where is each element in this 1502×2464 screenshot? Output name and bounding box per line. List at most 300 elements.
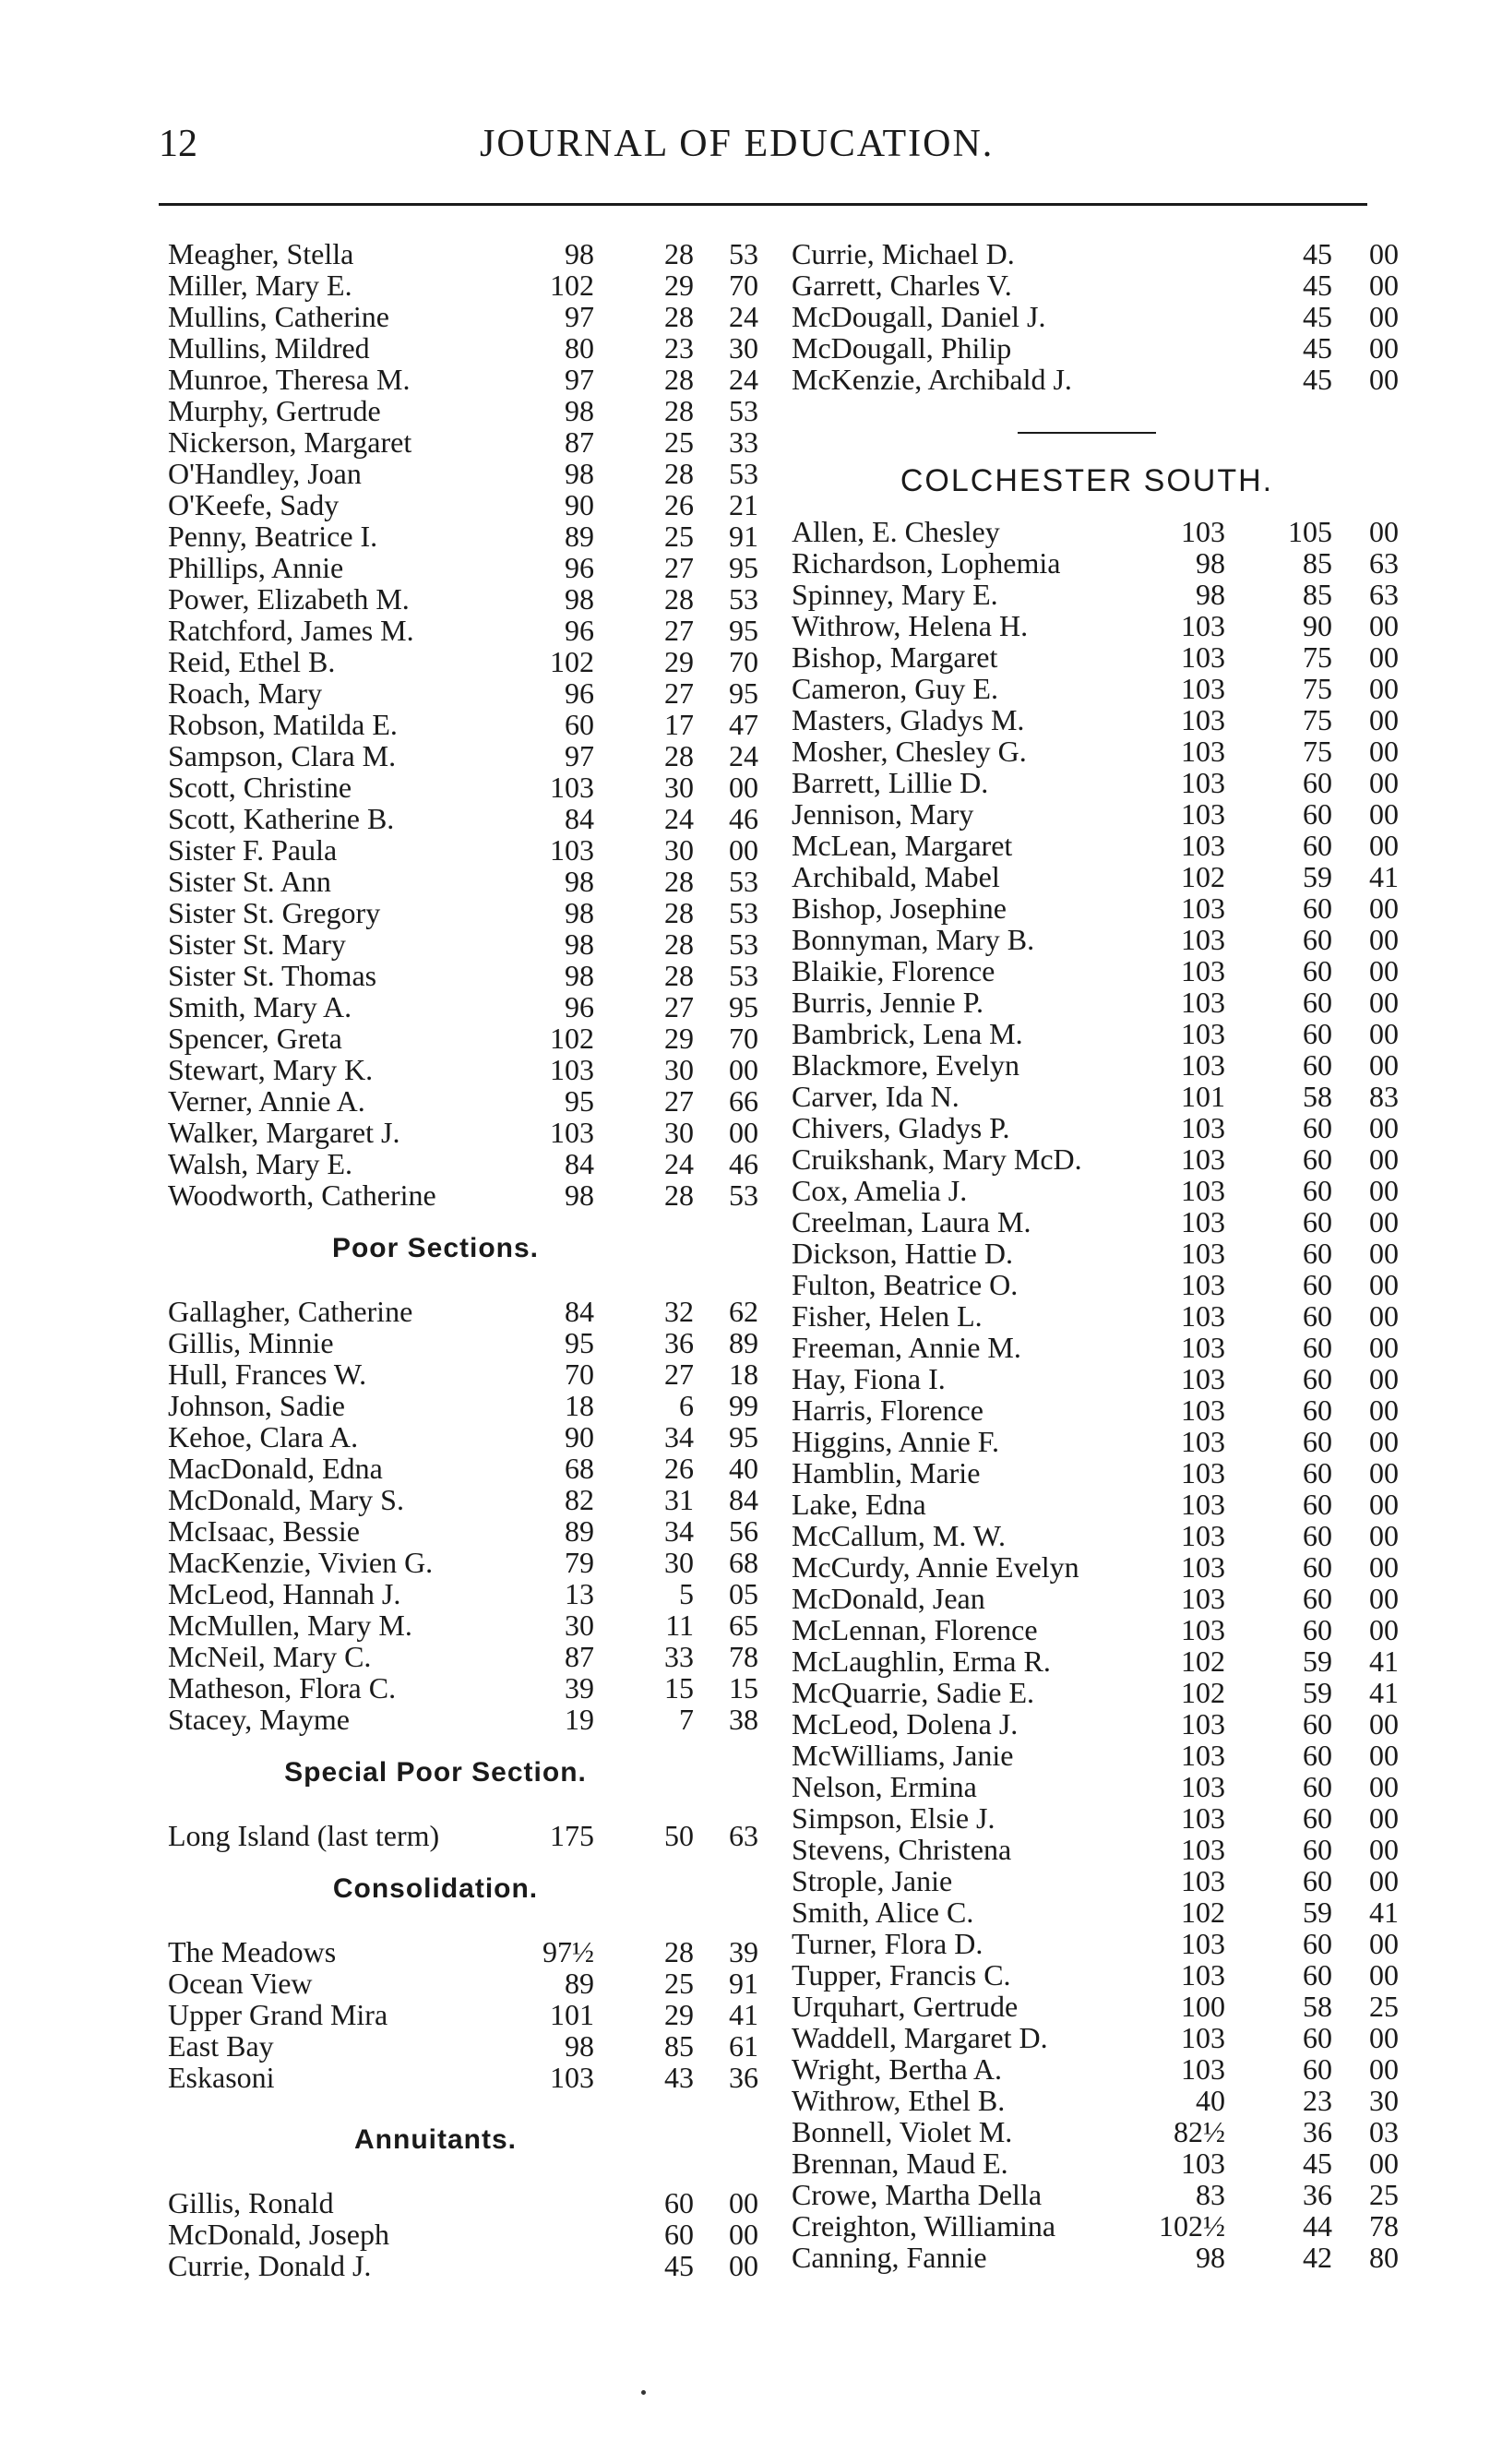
- cents-value: 84: [729, 1483, 758, 1516]
- dollars-value: 28: [664, 927, 694, 961]
- table-row: [792, 704, 1401, 736]
- table-row: [792, 269, 1401, 301]
- teacher-name: Hay, Fiona I.: [792, 1362, 946, 1395]
- cents-value: 00: [1369, 300, 1399, 333]
- cents-value: 95: [729, 990, 758, 1023]
- table-row: [168, 646, 768, 677]
- teacher-name: Withrow, Ethel B.: [792, 2084, 1006, 2117]
- dollars-value: 58: [1303, 1990, 1332, 2023]
- cents-value: 00: [1369, 2021, 1399, 2054]
- days-value: 18: [565, 1389, 594, 1422]
- table-row: [168, 1327, 768, 1358]
- teacher-name: McLeod, Dolena J.: [792, 1707, 1019, 1740]
- dollars-value: 59: [1303, 1896, 1332, 1929]
- days-value: 103: [1181, 1425, 1225, 1458]
- teacher-name: Mullins, Catherine: [168, 300, 389, 333]
- cents-value: 00: [1369, 363, 1399, 396]
- table-row: [168, 395, 768, 426]
- dollars-value: 29: [664, 645, 694, 678]
- teacher-name: Johnson, Sadie: [168, 1389, 345, 1422]
- cents-value: 78: [1369, 2209, 1399, 2243]
- teacher-name: McLeod, Hannah J.: [168, 1577, 401, 1610]
- teacher-name: Cox, Amelia J.: [792, 1174, 968, 1207]
- dollars-value: 28: [664, 237, 694, 270]
- dollars-value: 60: [1303, 797, 1332, 831]
- table-row: [168, 269, 768, 301]
- dollars-value: 105: [1288, 515, 1332, 548]
- dollars-value: 6: [679, 1389, 694, 1422]
- teacher-name: Higgins, Annie F.: [792, 1425, 1000, 1458]
- cents-value: 00: [1369, 735, 1399, 768]
- dollars-value: 27: [664, 676, 694, 710]
- page-number: 12: [159, 123, 197, 165]
- dollars-value: 36: [1303, 2115, 1332, 2148]
- table-row: [168, 1704, 768, 1735]
- dollars-value: 85: [664, 2029, 694, 2063]
- table-row: [168, 1999, 768, 2030]
- teacher-name: Bonnyman, Mary B.: [792, 923, 1035, 956]
- days-value: 103: [1181, 515, 1225, 548]
- days-value: 103: [1181, 1550, 1225, 1584]
- cents-value: 46: [729, 1147, 758, 1180]
- days-value: 103: [1181, 797, 1225, 831]
- days-value: 90: [565, 488, 594, 521]
- teacher-name: Sister St. Mary: [168, 927, 346, 961]
- teacher-name: McDonald, Jean: [792, 1582, 985, 1615]
- table-row: [792, 641, 1401, 673]
- teacher-name: Matheson, Flora C.: [168, 1671, 397, 1704]
- cents-value: 36: [729, 2061, 758, 2094]
- days-value: 103: [1181, 1362, 1225, 1395]
- teacher-name: Cameron, Guy E.: [792, 672, 998, 705]
- teacher-name: O'Keefe, Sady: [168, 488, 340, 521]
- cents-value: 00: [729, 833, 758, 867]
- main-list: [168, 238, 768, 1211]
- dollars-value: 25: [664, 1967, 694, 2000]
- dollars-value: 30: [664, 1116, 694, 1149]
- teacher-name: Urquhart, Gertrude: [792, 1990, 1019, 2023]
- cents-value: 62: [729, 1295, 758, 1328]
- cents-value: 00: [1369, 1833, 1399, 1866]
- days-value: 98: [565, 959, 594, 992]
- table-row: [168, 1515, 768, 1547]
- dollars-value: 28: [664, 739, 694, 772]
- dollars-value: 27: [664, 1084, 694, 1118]
- teacher-name: Penny, Beatrice I.: [168, 520, 378, 553]
- cents-value: 00: [1369, 1864, 1399, 1897]
- days-value: 96: [565, 551, 594, 584]
- days-value: 103: [1181, 954, 1225, 987]
- days-value: 103: [550, 1116, 594, 1149]
- days-value: 102: [1181, 1896, 1225, 1929]
- table-row: [792, 830, 1401, 861]
- table-row: [168, 1054, 768, 1085]
- days-value: 103: [1181, 1864, 1225, 1897]
- teacher-name: Sampson, Clara M.: [168, 739, 397, 772]
- teacher-name: Currie, Donald J.: [168, 2249, 372, 2282]
- cents-value: 53: [729, 457, 758, 490]
- table-row: [168, 301, 768, 332]
- teacher-name: Scott, Katherine B.: [168, 802, 395, 835]
- days-value: 103: [1181, 2147, 1225, 2180]
- dollars-value: 30: [664, 1053, 694, 1086]
- cents-value: 21: [729, 488, 758, 521]
- table-row: [792, 301, 1401, 332]
- days-value: 96: [565, 614, 594, 647]
- teacher-name: Spinney, Mary E.: [792, 578, 998, 611]
- days-value: 97½: [542, 1935, 594, 1968]
- page-mark: [641, 2390, 646, 2395]
- teacher-name: McIsaac, Bessie: [168, 1514, 360, 1548]
- teacher-name: Mosher, Chesley G.: [792, 735, 1027, 768]
- table-row: [792, 1583, 1401, 1614]
- table-row: [792, 1708, 1401, 1740]
- days-value: 175: [550, 1819, 594, 1852]
- days-value: 39: [565, 1671, 594, 1704]
- teacher-name: Nelson, Ermina: [792, 1770, 977, 1803]
- table-row: [792, 2022, 1401, 2053]
- table-row: [792, 1332, 1401, 1363]
- teacher-name: Carver, Ida N.: [792, 1080, 960, 1113]
- dollars-value: 60: [1303, 1048, 1332, 1082]
- cents-value: 41: [1369, 1896, 1399, 1929]
- dollars-value: 33: [664, 1640, 694, 1673]
- cents-value: 18: [729, 1358, 758, 1391]
- cents-value: 89: [729, 1326, 758, 1359]
- cents-value: 03: [1369, 2115, 1399, 2148]
- teacher-name: Withrow, Helena H.: [792, 609, 1029, 642]
- cents-value: 25: [1369, 2178, 1399, 2211]
- table-row: [792, 987, 1401, 1018]
- table-row: [168, 1578, 768, 1609]
- days-value: 70: [565, 1358, 594, 1391]
- teacher-name: Lake, Edna: [792, 1488, 926, 1521]
- cents-value: 00: [1369, 923, 1399, 956]
- teacher-name: Spencer, Greta: [168, 1022, 342, 1055]
- teacher-name: Blaikie, Florence: [792, 954, 995, 987]
- table-row: [168, 771, 768, 803]
- cents-value: 00: [1369, 1425, 1399, 1458]
- teacher-name: Burris, Jennie P.: [792, 986, 983, 1019]
- teacher-name: Strople, Janie: [792, 1864, 953, 1897]
- teacher-name: Smith, Alice C.: [792, 1896, 974, 1929]
- teacher-name: Richardson, Lophemia: [792, 546, 1061, 580]
- dollars-value: 28: [664, 300, 694, 333]
- days-value: 102: [1181, 1676, 1225, 1709]
- table-row: [792, 1206, 1401, 1238]
- dollars-value: 45: [1303, 331, 1332, 365]
- teacher-name: Gillis, Ronald: [168, 2186, 334, 2219]
- days-value: 87: [565, 1640, 594, 1673]
- days-value: 103: [1181, 1801, 1225, 1835]
- table-row: [792, 610, 1401, 641]
- dollars-value: 42: [1303, 2241, 1332, 2274]
- table-row: [792, 1426, 1401, 1457]
- table-row: [168, 1484, 768, 1515]
- table-row: [168, 1609, 768, 1641]
- teacher-name: Fulton, Beatrice O.: [792, 1268, 1019, 1301]
- teacher-name: Currie, Michael D.: [792, 237, 1015, 270]
- cents-value: 00: [1369, 609, 1399, 642]
- table-row: [792, 1143, 1401, 1175]
- colchester-heading: COLCHESTER SOUTH.: [900, 463, 1274, 498]
- dollars-value: 60: [1303, 1142, 1332, 1176]
- days-value: 98: [565, 927, 594, 961]
- dollars-value: 60: [1303, 891, 1332, 925]
- days-value: 96: [565, 990, 594, 1023]
- table-row: [792, 1614, 1401, 1645]
- dollars-value: 34: [664, 1420, 694, 1453]
- teacher-name: Wright, Bertha A.: [792, 2052, 1002, 2086]
- days-value: 103: [1181, 1174, 1225, 1207]
- cents-value: 00: [1369, 1362, 1399, 1395]
- table-row: [168, 677, 768, 709]
- cents-value: 00: [729, 2186, 758, 2219]
- dollars-value: 60: [1303, 986, 1332, 1019]
- cents-value: 33: [729, 425, 758, 459]
- table-row: [168, 1390, 768, 1421]
- cents-value: 91: [729, 1967, 758, 2000]
- days-value: 103: [1181, 1268, 1225, 1301]
- poor-sections-heading: Poor Sections.: [331, 1233, 540, 1263]
- days-value: 98: [565, 865, 594, 898]
- dollars-value: 60: [1303, 1550, 1332, 1584]
- table-row: [792, 1238, 1401, 1269]
- left-column: [168, 238, 768, 2281]
- days-value: 98: [565, 1178, 594, 1212]
- table-row: [792, 1018, 1401, 1049]
- cents-value: 00: [1369, 1519, 1399, 1552]
- dollars-value: 5: [679, 1577, 694, 1610]
- special-poor-list: [168, 1820, 768, 1851]
- teacher-name: Mullins, Mildred: [168, 331, 370, 365]
- dollars-value: 45: [1303, 2147, 1332, 2180]
- table-row: [792, 1677, 1401, 1708]
- teacher-name: Blackmore, Evelyn: [792, 1048, 1020, 1082]
- cents-value: 00: [1369, 829, 1399, 862]
- table-row: [792, 1771, 1401, 1802]
- table-row: [168, 426, 768, 458]
- cents-value: 99: [729, 1389, 758, 1422]
- table-row: [168, 740, 768, 771]
- dollars-value: 75: [1303, 640, 1332, 674]
- days-value: 103: [1181, 986, 1225, 1019]
- teacher-name: Freeman, Annie M.: [792, 1331, 1021, 1364]
- days-value: 103: [550, 2061, 594, 2094]
- days-value: 102: [550, 1022, 594, 1055]
- teacher-name: Eskasoni: [168, 2061, 275, 2094]
- table-row: [792, 516, 1401, 547]
- table-row: [792, 673, 1401, 704]
- cents-value: 70: [729, 1022, 758, 1055]
- teacher-name: Ratchford, James M.: [168, 614, 414, 647]
- teacher-name: East Bay: [168, 2029, 274, 2063]
- days-value: 103: [1181, 829, 1225, 862]
- dollars-value: 60: [1303, 2021, 1332, 2054]
- table-row: [792, 1645, 1401, 1677]
- table-row: [792, 2179, 1401, 2210]
- teacher-name: Munroe, Theresa M.: [168, 363, 411, 396]
- table-row: [168, 1936, 768, 1968]
- dollars-value: 60: [1303, 1833, 1332, 1866]
- cents-value: 30: [729, 331, 758, 365]
- days-value: 103: [1181, 1237, 1225, 1270]
- annuitants-list: [168, 2187, 768, 2281]
- teacher-name: Allen, E. Chesley: [792, 515, 1000, 548]
- table-row: [792, 1551, 1401, 1583]
- days-value: 98: [1196, 546, 1225, 580]
- dollars-value: 60: [1303, 1770, 1332, 1803]
- cents-value: 00: [1369, 986, 1399, 1019]
- table-row: [168, 991, 768, 1023]
- teacher-name: Sister St. Gregory: [168, 896, 381, 929]
- teacher-name: McDougall, Philip: [792, 331, 1012, 365]
- page-header: [0, 122, 1502, 177]
- dollars-value: 59: [1303, 860, 1332, 893]
- teacher-name: Sister F. Paula: [168, 833, 338, 867]
- table-row: [792, 1959, 1401, 1991]
- cents-value: 00: [1369, 766, 1399, 799]
- teacher-name: McQuarrie, Sadie E.: [792, 1676, 1035, 1709]
- days-value: 102: [1181, 1645, 1225, 1678]
- cents-value: 53: [729, 865, 758, 898]
- dollars-value: 27: [664, 614, 694, 647]
- table-row: [168, 2062, 768, 2093]
- dollars-value: 28: [664, 582, 694, 616]
- teacher-name: Stewart, Mary K.: [168, 1053, 374, 1086]
- dollars-value: 26: [664, 488, 694, 521]
- table-row: [168, 897, 768, 928]
- days-value: 103: [1181, 1017, 1225, 1050]
- teacher-name: Jennison, Mary: [792, 797, 974, 831]
- dollars-value: 58: [1303, 1080, 1332, 1113]
- dollars-value: 29: [664, 269, 694, 302]
- teacher-name: The Meadows: [168, 1935, 337, 1968]
- dollars-value: 60: [1303, 1707, 1332, 1740]
- teacher-name: Garrett, Charles V.: [792, 269, 1012, 302]
- dollars-value: 60: [1303, 1237, 1332, 1270]
- days-value: 103: [1181, 2052, 1225, 2086]
- cents-value: 00: [1369, 1550, 1399, 1584]
- teacher-name: MacDonald, Edna: [168, 1452, 383, 1485]
- consolidation-list: [168, 1936, 768, 2093]
- cents-value: 53: [729, 582, 758, 616]
- teacher-name: McDonald, Joseph: [168, 2218, 389, 2251]
- table-row: [792, 2116, 1401, 2147]
- cents-value: 00: [1369, 1801, 1399, 1835]
- teacher-name: Bishop, Margaret: [792, 640, 998, 674]
- cents-value: 00: [1369, 269, 1399, 302]
- dollars-value: 60: [1303, 1456, 1332, 1489]
- cents-value: 41: [729, 1998, 758, 2031]
- table-row: [792, 736, 1401, 767]
- dollars-value: 60: [1303, 923, 1332, 956]
- days-value: 102: [550, 645, 594, 678]
- days-value: 84: [565, 1147, 594, 1180]
- table-row: [792, 767, 1401, 798]
- dollars-value: 28: [664, 896, 694, 929]
- table-row: [168, 520, 768, 552]
- dollars-value: 25: [664, 520, 694, 553]
- table-row: [792, 2210, 1401, 2242]
- table-row: [168, 1296, 768, 1327]
- dollars-value: 60: [1303, 1331, 1332, 1364]
- days-value: 103: [550, 1053, 594, 1086]
- days-value: 103: [1181, 1519, 1225, 1552]
- dollars-value: 60: [1303, 1268, 1332, 1301]
- dollars-value: 90: [1303, 609, 1332, 642]
- dollars-value: 60: [1303, 1488, 1332, 1521]
- days-value: 98: [1196, 578, 1225, 611]
- table-row: [792, 955, 1401, 987]
- teacher-name: Crowe, Martha Della: [792, 2178, 1043, 2211]
- teacher-name: Archibald, Mabel: [792, 860, 1000, 893]
- days-value: 103: [1181, 1393, 1225, 1427]
- teacher-name: Fisher, Helen L.: [792, 1299, 983, 1333]
- dollars-value: 75: [1303, 735, 1332, 768]
- teacher-name: Reid, Ethel B.: [168, 645, 336, 678]
- teacher-name: McLean, Margaret: [792, 829, 1013, 862]
- cents-value: 41: [1369, 860, 1399, 893]
- table-row: [792, 892, 1401, 924]
- cents-value: 00: [1369, 2147, 1399, 2180]
- teacher-name: Harris, Florence: [792, 1393, 983, 1427]
- table-row: [792, 1269, 1401, 1300]
- dollars-value: 25: [664, 425, 694, 459]
- table-row: [168, 1672, 768, 1704]
- dollars-value: 59: [1303, 1645, 1332, 1678]
- days-value: 98: [565, 896, 594, 929]
- dollars-value: 30: [664, 1546, 694, 1579]
- days-value: 103: [1181, 735, 1225, 768]
- teacher-name: McCurdy, Annie Evelyn: [792, 1550, 1079, 1584]
- days-value: 103: [1181, 609, 1225, 642]
- dollars-value: 34: [664, 1514, 694, 1548]
- table-row: [168, 2030, 768, 2062]
- dollars-value: 28: [664, 457, 694, 490]
- table-row: [168, 2250, 768, 2281]
- days-value: 97: [565, 300, 594, 333]
- teacher-name: Gillis, Minnie: [168, 1326, 334, 1359]
- dollars-value: 30: [664, 771, 694, 804]
- dollars-value: 23: [1303, 2084, 1332, 2117]
- dollars-value: 60: [1303, 1739, 1332, 1772]
- teacher-name: Cruikshank, Mary McD.: [792, 1142, 1082, 1176]
- days-value: 89: [565, 1514, 594, 1548]
- cents-value: 66: [729, 1084, 758, 1118]
- cents-value: 15: [729, 1671, 758, 1704]
- teacher-name: Canning, Fannie: [792, 2241, 987, 2274]
- days-value: 103: [1181, 1048, 1225, 1082]
- table-row: [168, 1023, 768, 1054]
- dollars-value: 60: [1303, 1017, 1332, 1050]
- cents-value: 00: [1369, 1707, 1399, 1740]
- days-value: 100: [1181, 1990, 1225, 2023]
- teacher-name: Walsh, Mary E.: [168, 1147, 353, 1180]
- dollars-value: 60: [1303, 1299, 1332, 1333]
- days-value: 84: [565, 1295, 594, 1328]
- teacher-name: MacKenzie, Vivien G.: [168, 1546, 434, 1579]
- days-value: 30: [565, 1609, 594, 1642]
- days-value: 60: [565, 708, 594, 741]
- table-row: [168, 1085, 768, 1117]
- cents-value: 53: [729, 959, 758, 992]
- days-value: 101: [1181, 1080, 1225, 1113]
- cents-value: 05: [729, 1577, 758, 1610]
- cents-value: 95: [729, 614, 758, 647]
- cents-value: 78: [729, 1640, 758, 1673]
- cents-value: 63: [1369, 578, 1399, 611]
